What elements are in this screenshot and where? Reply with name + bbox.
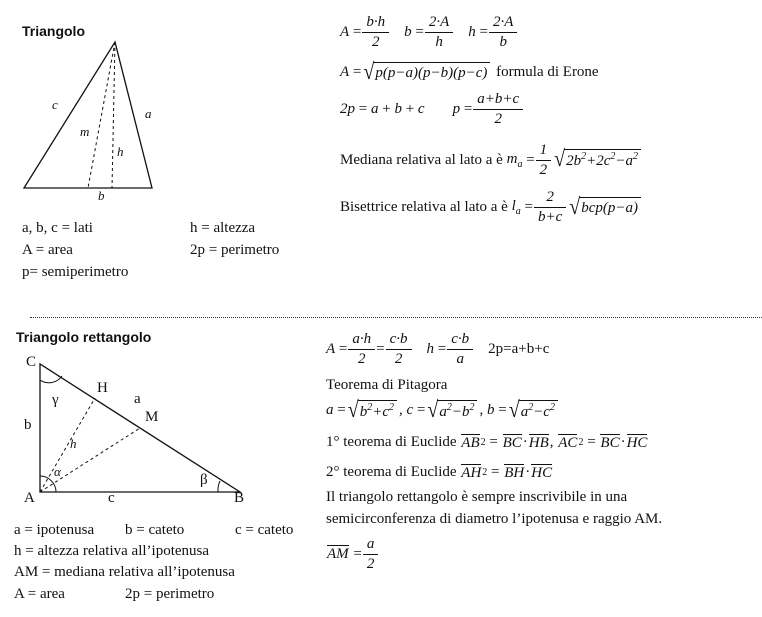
inscribe-line1: Il triangolo rettangolo è sempre inscrivibile in una xyxy=(326,489,628,505)
rt-legend-altezza: h = altezza relativa all’ipotenusa xyxy=(14,543,210,559)
rt-label-gamma: γ xyxy=(52,392,59,408)
mediana-text: Mediana relativa al lato a è xyxy=(340,151,503,168)
area-formulas: A = $\frac{b\cdot h}{2}$ b = $\frac{2\cdot A}{h}$ h = $\frac{2\cdot A}{b}$ xyxy=(340,14,518,50)
rt-legend-perimetro: 2p = perimetro xyxy=(125,586,215,602)
erone-formula: A = √ p(p−a)(p−b)(p−c) formula di Erone xyxy=(340,59,599,85)
legend-area: A = area xyxy=(22,242,73,258)
euclide2-formula: 2° teorema di Euclide AH 2 = BH · HC xyxy=(326,464,553,481)
triangle-label-a: a xyxy=(145,106,152,121)
rt-label-H: H xyxy=(97,380,108,396)
rt-label-beta: β xyxy=(200,472,208,488)
right-triangle-figure xyxy=(0,0,280,520)
legend-perimetro: 2p = perimetro xyxy=(190,242,280,258)
rt-label-h: h xyxy=(70,436,77,451)
euclide1-formula: 1° teorema di Euclide AB 2 = BC · HB , AC 2 = BC · HC xyxy=(326,434,648,451)
rt-area-formulas: A = $\frac{a\cdot h}{2}$ = $\frac{c\cdot b}{2}$ h = $\frac{c\cdot b}{a}$ 2p=a+b+c xyxy=(326,331,550,367)
am-formula: AM = $\frac{a}{2}$ xyxy=(326,536,379,572)
right-triangle-title: Triangolo rettangolo xyxy=(16,329,152,345)
rt-label-alpha: α xyxy=(54,464,61,479)
euclide1-text: 1° teorema di Euclide xyxy=(326,434,457,451)
triangle-label-h: h xyxy=(117,144,124,159)
rt-label-A: A xyxy=(24,490,35,506)
inscribe-line2: semicirconferenza di diametro l’ipotenusa e raggio AM. xyxy=(326,511,663,527)
bisettrice-text: Bisettrice relativa al lato a è xyxy=(340,198,508,215)
legend-altezza: h = altezza xyxy=(190,220,256,236)
rt-legend-mediana: AM = mediana relativa all’ipotenusa xyxy=(14,564,235,580)
euclide2-text: 2° teorema di Euclide xyxy=(326,464,457,481)
rt-label-B: B xyxy=(234,490,245,506)
rt-label-a: a xyxy=(134,391,141,407)
rt-label-b: b xyxy=(24,417,32,433)
erone-text: formula di Erone xyxy=(496,63,599,80)
mediana-formula: Mediana relativa al lato a è $m_a$ = $\frac{1}{2}$ √ $2b^2+2c^2-a^2$ xyxy=(340,142,643,178)
rt-label-M: M xyxy=(145,409,159,425)
rt-label-C: C xyxy=(26,354,37,370)
triangle-label-m: m xyxy=(80,124,90,139)
legend-lati: a, b, c = lati xyxy=(22,220,93,236)
triangle-title: Triangolo xyxy=(22,23,85,39)
rt-legend-ipotenusa: a = ipotenusa xyxy=(14,522,95,538)
rt-label-c: c xyxy=(108,490,115,506)
pitagora-title: Teorema di Pitagora xyxy=(326,377,448,393)
rt-legend-area: A = area xyxy=(14,586,65,602)
triangle-label-b: b xyxy=(98,188,105,203)
legend-semiperimetro: p= semiperimetro xyxy=(22,264,129,280)
triangle-label-c: c xyxy=(52,97,58,112)
rt-perimeter: 2p=a+b+c xyxy=(488,340,550,357)
rt-legend-cateto-b: b = cateto xyxy=(125,522,185,538)
rt-legend-cateto-c: c = cateto xyxy=(235,522,294,538)
perimeter-formulas: 2p = a + b + c p = $\frac{a+b+c}{2}$ xyxy=(340,91,524,127)
bisettrice-formula: Bisettrice relativa al lato a è $l_a$ = $\frac{2}{b+c}$ √ bcp(p−a) xyxy=(340,189,643,225)
pitagora-formula: a = √ $b^2+c^2$ , c = √ $a^2-b^2$ , b = √ $a^2-c^2$ xyxy=(326,400,560,422)
